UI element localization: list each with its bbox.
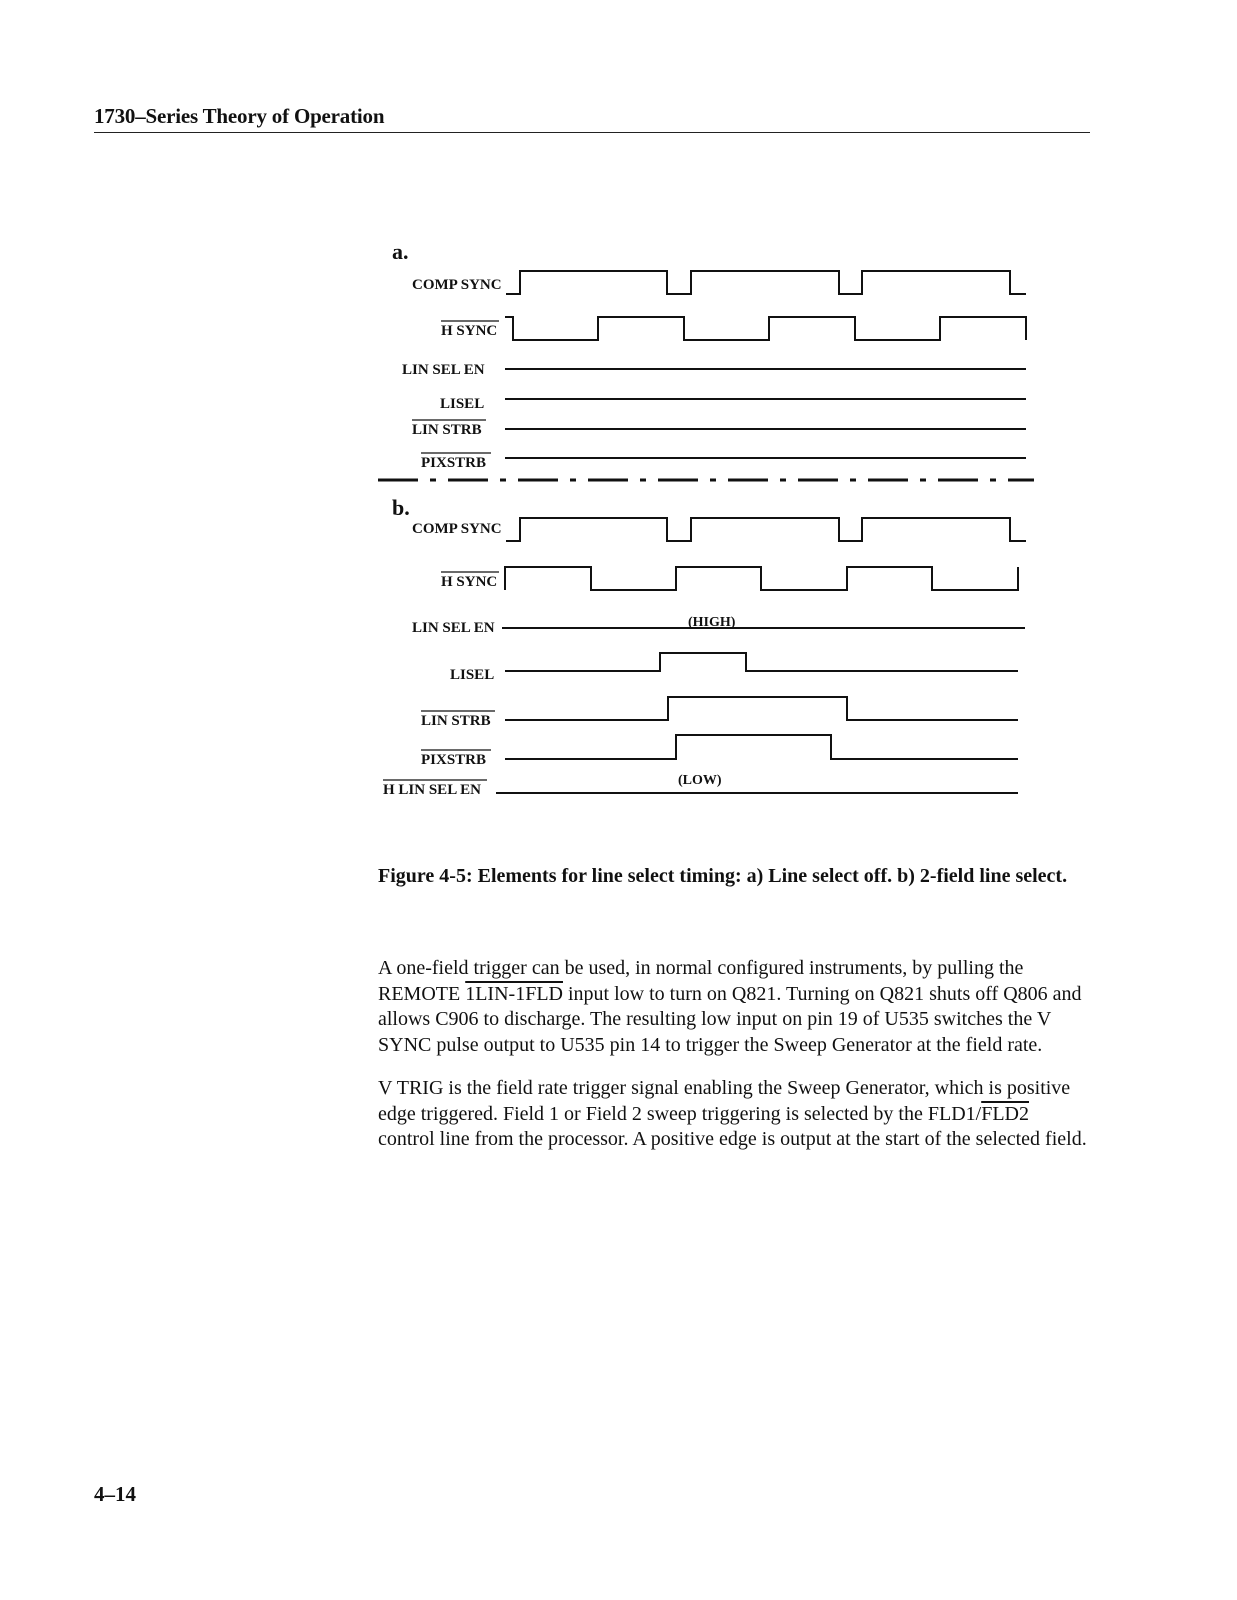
panel-b-low-note: (LOW): [678, 773, 722, 788]
panel-b-lisel-label: LISEL: [450, 667, 495, 683]
figure-caption: Figure 4-5: Elements for line select timing: a) Line select off. b) 2-field line select.: [378, 865, 1068, 887]
panel-b-lin-strb-label: LIN STRB: [421, 713, 491, 729]
panel-b-pix-strb-label: PIXSTRB: [421, 752, 487, 768]
panel-b-h-sync-wave: [505, 567, 1018, 590]
panel-a-h-sync-wave: [505, 317, 1026, 340]
paragraph-1-overlined-signal: 1LIN-1FLD: [465, 982, 563, 1005]
panel-b-lin-sel-en-label: LIN SEL EN: [412, 620, 495, 636]
panel-b-letter: b.: [392, 495, 410, 520]
paragraph-1-text-b: input low to turn on Q821. Turning on Q821 shuts off Q806 and allows C906 to discharge. The resulting low input on pin 19 of U535 switches the V SYNC pulse output to U535 pin 14 to trigger the Sweep Generator at the field rate.: [378, 982, 1082, 1056]
panel-b-pix-strb-wave: [505, 735, 1018, 759]
paragraph-2: [378, 1076, 1090, 1153]
body-text: [378, 956, 1090, 1171]
panel-a-comp-sync-label: COMP SYNC: [412, 277, 502, 293]
panel-b-lin-strb-wave: [505, 697, 1018, 720]
paragraph-2-overlined-signal: FLD2: [981, 1102, 1029, 1125]
panel-a-letter: a.: [392, 239, 409, 264]
panel-b-h-lin-sel-en-label: H LIN SEL EN: [383, 782, 481, 798]
paragraph-2-text-b: control line from the processor. A positive edge is output at the start of the selected field.: [378, 1128, 1087, 1150]
paragraph-1: [378, 956, 1090, 1058]
panel-a-pix-strb-label: PIXSTRB: [421, 455, 487, 471]
panel-b-high-note: (HIGH): [688, 615, 736, 630]
panel-a-lin-sel-en-label: LIN SEL EN: [402, 362, 485, 378]
panel-b-comp-sync-wave: [506, 518, 1026, 541]
paragraph-2-text-a: V TRIG is the field rate trigger signal enabling the Sweep Generator, which is positive edge triggered. Field 1 or Field 2 sweep triggering is selected by the FLD1/: [378, 1077, 1071, 1125]
panel-a-h-sync-label: H SYNC: [441, 323, 498, 339]
panel-a-comp-sync-wave: [506, 271, 1026, 294]
panel-b-comp-sync-label: COMP SYNC: [412, 521, 502, 537]
header-title: 1730–Series Theory of Operation: [94, 104, 385, 128]
panel-a-lisel-label: LISEL: [440, 396, 485, 412]
panel-b-h-sync-label: H SYNC: [441, 574, 498, 590]
paragraph-1-text-a: A one-field trigger can be used, in normal configured instruments, by pulling the REMOTE: [378, 957, 1024, 1005]
panel-a-lin-strb-label: LIN STRB: [412, 422, 482, 438]
page-number: 4–14: [94, 1482, 136, 1506]
panel-b-lisel-wave: [505, 653, 1018, 671]
